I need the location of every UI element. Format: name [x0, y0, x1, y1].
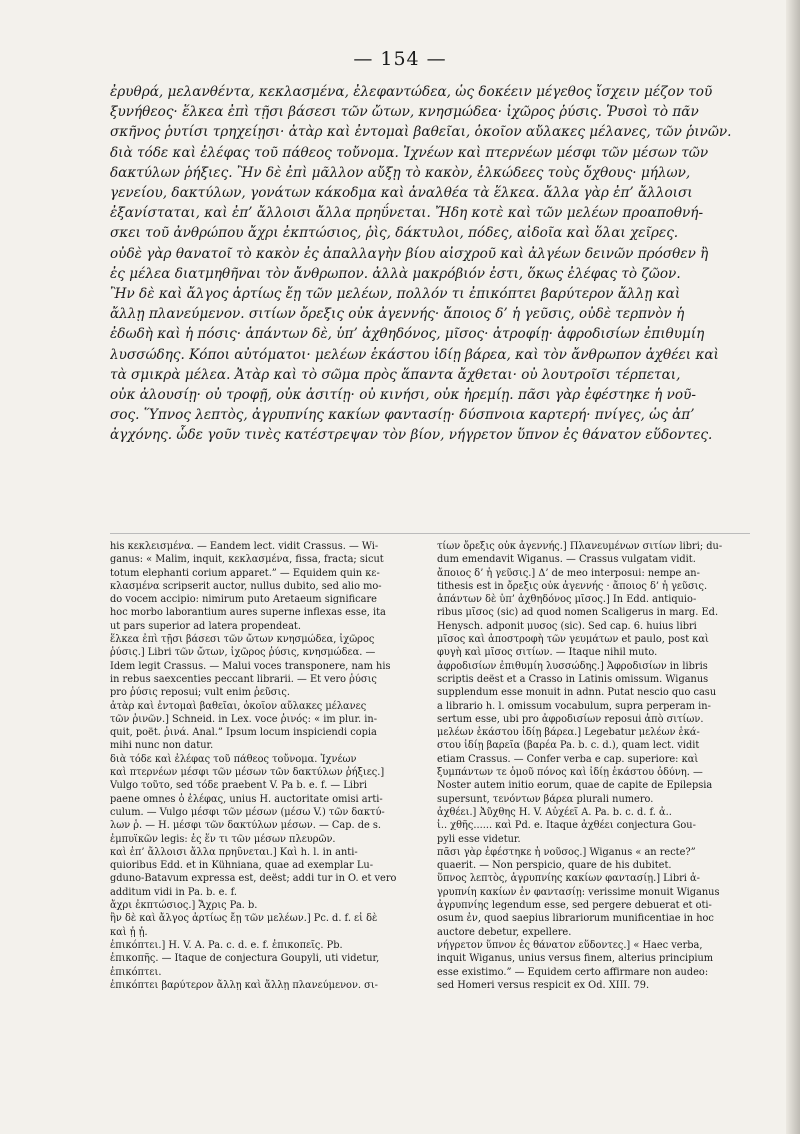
note-line: etiam Crassus. — Confer verba e cap. superiore: καὶ — [437, 753, 699, 765]
note-line: ἀχθέει.] Ἀῦχθης H. V. Αὐχέεῖ A. Pa. b. c. d. f. ἀ.. — [437, 806, 672, 818]
book-spine-shadow — [786, 0, 800, 1134]
text-line: ἐς μέλεα διατμηθῆναι τὸν ἄνθρωπον. ἀλλὰ μακρόβιόν ἐστι, ὅκως ἐλέφας τὸ ζῶον. — [110, 265, 681, 282]
note-line: esse existimo.” — Equidem certo affirmare non audeo: — [437, 966, 709, 978]
note-line: quit, poët. ῥινά. Anal.” Ipsum locum inspiciendi copia — [110, 727, 377, 739]
text-line: σκει τοῦ ἀνθρώπου ἄχρι ἐκπτώσιος, ῥὶς, δάκτυλοι, πόδες, αἰδοῖα καὶ ὅλαι χεῖρες. — [110, 225, 679, 242]
text-line: Ἢν δὲ καὶ ἄλγος ἀρτίως ἔῃ τῶν μελέων, πολλόν τι ἐπικόπτει βαρύτερον ἄλλῃ καὶ — [110, 286, 681, 303]
notes-left-column — [110, 540, 423, 992]
note-line: ἢν δὲ καὶ ἄλγος ἀρτίως ἔῃ τῶν μελέων.] Pc. d. f. εἰ δὲ — [110, 913, 378, 925]
text-line: διὰ τόδε καὶ ἐλέφας τοῦ πάθεος τοὔνομα. Ἰχνέων καὶ πτερνέων μέσφι τῶν μέσων τῶν — [110, 144, 709, 161]
note-line: ἁπάντων δὲ ὑπ’ ἀχθηδόνος μῖσος.] In Edd. antiquio- — [437, 594, 697, 606]
note-line: inquit Wiganus, unius versus finem, alterius principium — [437, 953, 714, 965]
note-line: pyli esse videtur. — [437, 833, 521, 845]
text-line: οὐκ ἀλουσίῃ· οὐ τροφῇ, οὐκ ἀσιτίῃ· οὐ κινήσι, οὐκ ἠρεμίῃ. πᾶσι γὰρ ἐφέστηκε ἡ νοῦ- — [110, 387, 696, 404]
note-line: ἀτὰρ καὶ ἐντομαὶ βαθεῖαι, ὁκοῖον αὔλακες μέλανες — [110, 700, 367, 712]
note-line: culum. — Vulgo μέσφι τῶν μέσων (μέσω V.) τῶν δακτύ- — [110, 806, 385, 818]
note-line: ἄποιος δ’ ἡ γεῦσις.] Δ’ de meo interposui: nempe an- — [437, 567, 700, 579]
note-line: καὶ ᾖ ᾖ. — [110, 926, 148, 938]
note-line: ut pars superior ad latera propendeat. — [110, 620, 301, 632]
note-line: μῖσος καὶ ἀποστροφὴ τῶν γευμάτων et paulo, post καὶ — [437, 634, 709, 646]
note-line: Henysch. adponit μυσος (sic). Sed cap. 6. huius libri — [437, 620, 697, 632]
note-line: καὶ ἐπ’ ἄλλοισι ἄλλα πρηΰνεται.] Καὶ h. l. in anti- — [110, 846, 358, 858]
note-line: Noster autem initio eorum, quae de capite de Epilepsia — [437, 780, 713, 792]
note-line: quioribus Edd. et in Kühniana, quae ad exemplar Lu- — [110, 860, 374, 872]
footnotes — [110, 540, 750, 992]
text-line: τὰ σμικρὰ μέλεα. Ἀτὰρ καὶ τὸ σῶμα πρὸς ἅπαντα ἄχθεται· οὐ λουτροῖσι τέρπεται, — [110, 366, 681, 383]
note-line: auctore debetur, expellere. — [437, 926, 572, 938]
note-line: ἄχρι ἐκπτώσιος.] Ἄχρις Pa. b. — [110, 900, 258, 912]
note-line: κλασμένα scripserit auctor, nullus dubito, sed alio mo- — [110, 580, 382, 592]
note-line: φυγὴ καὶ μῖσος σιτίων. — Itaque nihil muto. — [437, 647, 658, 659]
note-line: πᾶσι γὰρ ἐφέστηκε ἡ νοῦσος.] Wiganus « an recte?” — [437, 846, 696, 858]
note-line: γρυπνίη κακίων ἐν φαντασίῃ: verissime monuit Wiganus — [437, 886, 720, 898]
text-line: σος. Ὕπνος λεπτὸς, ἀγρυπνίης κακίων φαντασίῃ· δύσπνοια καρτερή· πνίγες, ὡς ἀπ’ — [110, 407, 695, 424]
notes-right-column — [437, 540, 750, 992]
note-line: ganus: « Malim, inquit, κεκλασμένα, fissa, fracta; sicut — [110, 554, 384, 566]
text-line: γενείου, δακτύλων, γονάτων κάκοδμα καὶ ἀναλθέα τὰ ἕλκεα. ἄλλα γὰρ ἐπ’ ἄλλοισι — [110, 185, 693, 202]
note-line: στου ἰδίῃ βαρεῖα (βαρέα Pa. b. c. d.), quam lect. vidit — [437, 740, 700, 752]
note-line: pro ῥύσις reposui; vult enim ῥεῦσις. — [110, 687, 290, 699]
note-line: quaerit. — Non perspicio, quare de his dubitet. — [437, 860, 672, 872]
note-line: ἐπικόπτει.] H. V. A. Pa. c. d. e. f. ἐπικοπεῖς. Pb. — [110, 939, 343, 951]
note-line: additum vidi in Pa. b. e. f. — [110, 886, 238, 898]
note-line: paene omnes ὁ ἐλέφας, unius H. auctoritate omisi arti- — [110, 793, 383, 805]
note-line: ἐπικόπτει βαρύτερον ἄλλῃ καὶ ἄλλῃ πλανεύμενον. σι- — [110, 979, 378, 991]
note-line: Vulgo τοῦτο, sed τόδε praebent V. Pa b. e. f. — Libri — [110, 780, 367, 792]
text-line: λυσσώδης. Κόποι αὐτόματοι· μελέων ἑκάστου ἰδίῃ βάρεα, καὶ τὸν ἄνθρωπον ἀχθέει καὶ — [110, 346, 719, 363]
main-greek-text — [110, 82, 750, 446]
note-line: his κεκλεισμένα. — Eandem lect. vidit Crassus. — Wi- — [110, 541, 379, 552]
note-line: ῥύσις.] Libri τῶν ὤτων, ἰχῶρος ῥύσις, κνησμώδεα. — — [110, 647, 376, 659]
note-line: supersunt, τενόντων βάρεα plurali numero. — [437, 793, 654, 805]
note-line: μελέων ἑκάστου ἰδίῃ βάρεα.] Legebatur μελέων ἑκά- — [437, 727, 700, 739]
note-line: ἀφροδισίων ἐπιθυμίη λυσσώδης.] Ἀφροδισίων in libris — [437, 660, 708, 672]
text-line: ἐρυθρά, μελανθέντα, κεκλασμένα, ἐλεφαντώδεα, ὡς δοκέειν μέγεθος ἴσχειν μέζον τοῦ — [110, 84, 713, 100]
note-line: Idem legit Crassus. — Malui voces transponere, nam his — [110, 660, 391, 672]
note-line: ἀγρυπνίης legendum esse, sed pergere debuerat et oti- — [437, 900, 712, 912]
note-line: a librario h. l. omissum vocabulum, supra perperam in- — [437, 700, 711, 712]
page-number: — 154 — — [353, 48, 447, 70]
note-line: ἕλκεα ἐπὶ τῇσι βάσεσι τῶν ὤτων κνησμώδεα, ἰχῶρος — [110, 634, 375, 646]
text-line: ἐξανίσταται, καὶ ἐπ’ ἄλλοισι ἄλλα πρηΰνεται. Ἤδη κοτὲ καὶ τῶν μελέων προαποθνή- — [110, 205, 704, 222]
notes-divider — [110, 533, 750, 534]
text-line: οὐδὲ γὰρ θανατοῖ τὸ κακὸν ἐς ἀπαλλαγὴν βίου αἰσχροῦ καὶ ἀλγέων δεινῶν πρόσθεν ἢ — [110, 245, 709, 262]
note-line: do vocem accipio: nimirum puto Aretaeum significare — [110, 594, 377, 606]
note-line: gduno-Batavum expressa est, deëst; addi tur in O. et vero — [110, 873, 397, 885]
text-line: ἐδωδὴ καὶ ἡ πόσις· ἁπάντων δὲ, ὑπ’ ἀχθηδόνος, μῖσος· ἀτροφίῃ· ἀφροδισίων ἐπιθυμίη — [110, 326, 705, 343]
note-line: ἐμπυϊκῶν legis: ἐς ἕν τι τῶν μέσων πλευρῶν. — [110, 833, 336, 845]
note-line: ἐπικοπῆς. — Itaque de conjectura Goupyli, uti videtur, — [110, 953, 380, 965]
note-line: ἐπικόπτει. — [110, 966, 162, 978]
note-line: sertum esse, ubi pro ἀφροδισίων reposui ἀπὸ σιτίων. — [437, 713, 704, 725]
note-line: in rebus saexcenties peccant librarii. — Et vero ῥύσις — [110, 673, 377, 685]
text-line: ἀγχόνης. ὧδε γοῦν τινὲς κατέστρεψαν τὸν βίον, νήγρετον ὕπνον ἐς θάνατον εὕδοντες. — [110, 427, 713, 444]
note-line: ὕπνος λεπτὸς, ἀγρυπνίης κακίων φαντασίῃ.] Libri ἀ- — [437, 873, 700, 885]
text-line: ξυνήθεος· ἕλκεα ἐπὶ τῇσι βάσεσι τῶν ὤτων, κνησμώδεα· ἰχῶρος ῥύσις. Ῥυσοὶ τὸ πᾶν — [110, 104, 699, 121]
note-line: διὰ τόδε καὶ ἐλέφας τοῦ πάθεος τοὔνομα. Ἰχνέων — [110, 753, 357, 765]
note-line: totum elephanti corium apparet.” — Equidem quin κε- — [110, 567, 380, 579]
note-line: λων ῥ. — H. μέσφι τῶν δακτύλων μέσων. — Cap. de s. — [110, 820, 382, 832]
note-line: dum emendavit Wiganus. — Crassus vulgatam vidit. — [437, 554, 696, 566]
note-line: ribus μῖσος (sic) ad quod nomen Scaligerus in marg. Ed. — [437, 607, 719, 619]
note-line: sed Homeri versus respicit ex Od. XIII. 79. — [437, 979, 650, 991]
note-line: mihi nunc non datur. — [110, 740, 214, 752]
note-line: ἰ.. χθῆς...... καὶ Pd. e. Itaque ἀχθέει conjectura Gou- — [437, 820, 696, 832]
text-line: σκῆνος ῥυτίσι τρηχείῃσι· ἀτὰρ καὶ ἐντομαὶ βαθεῖαι, ὁκοῖον αὔλακες μέλανες, τῶν ῥινῶν. — [110, 124, 732, 141]
note-line: τῶν ῥινῶν.] Schneid. in Lex. voce ῥινός: « im plur. in- — [110, 713, 378, 725]
note-line: τίων ὄρεξις οὐκ ἀγεννής.] Πλανευμένων σιτίων libri; du- — [437, 541, 723, 552]
note-line: tithesis est in ὄρεξις οὐκ ἀγεννής · ἄποιος δ’ ἡ γεῦσις. — [437, 580, 708, 592]
note-line: καὶ πτερνέων μέσφι τῶν μέσων τῶν δακτύλων ῥήξιες.] — [110, 767, 385, 779]
note-line: hoc morbo laborantium aures superne inflexas esse, ita — [110, 607, 386, 619]
text-line: ἄλλῃ πλανεύμενον. σιτίων ὄρεξις οὐκ ἀγεννής· ἄποιος δ’ ἡ γεῦσις, οὐδὲ τερπνὸν ἡ — [110, 306, 685, 323]
note-line: supplendum esse monuit in adnn. Putat nescio quo casu — [437, 687, 717, 699]
note-line: osum ἐν, quod saepius librariorum munificentiae in hoc — [437, 913, 714, 925]
note-line: ξυμπάντων τε ὁμοῦ πόνος καὶ ἰδίῃ ἑκάστου ὀδύνη. — — [437, 767, 703, 779]
note-line: scriptis deëst et a Crasso in Latinis omissum. Wiganus — [437, 673, 709, 685]
note-line: νήγρετον ὕπνον ἐς θάνατον εὕδοντες.] « Haec verba, — [437, 939, 703, 951]
text-line: δακτύλων ῥήξιες. Ἢν δὲ ἐπὶ μᾶλλον αὔξῃ τὸ κακὸν, ἑλκώδεες τοὺς ὄχθους· μήλων, — [110, 164, 691, 181]
